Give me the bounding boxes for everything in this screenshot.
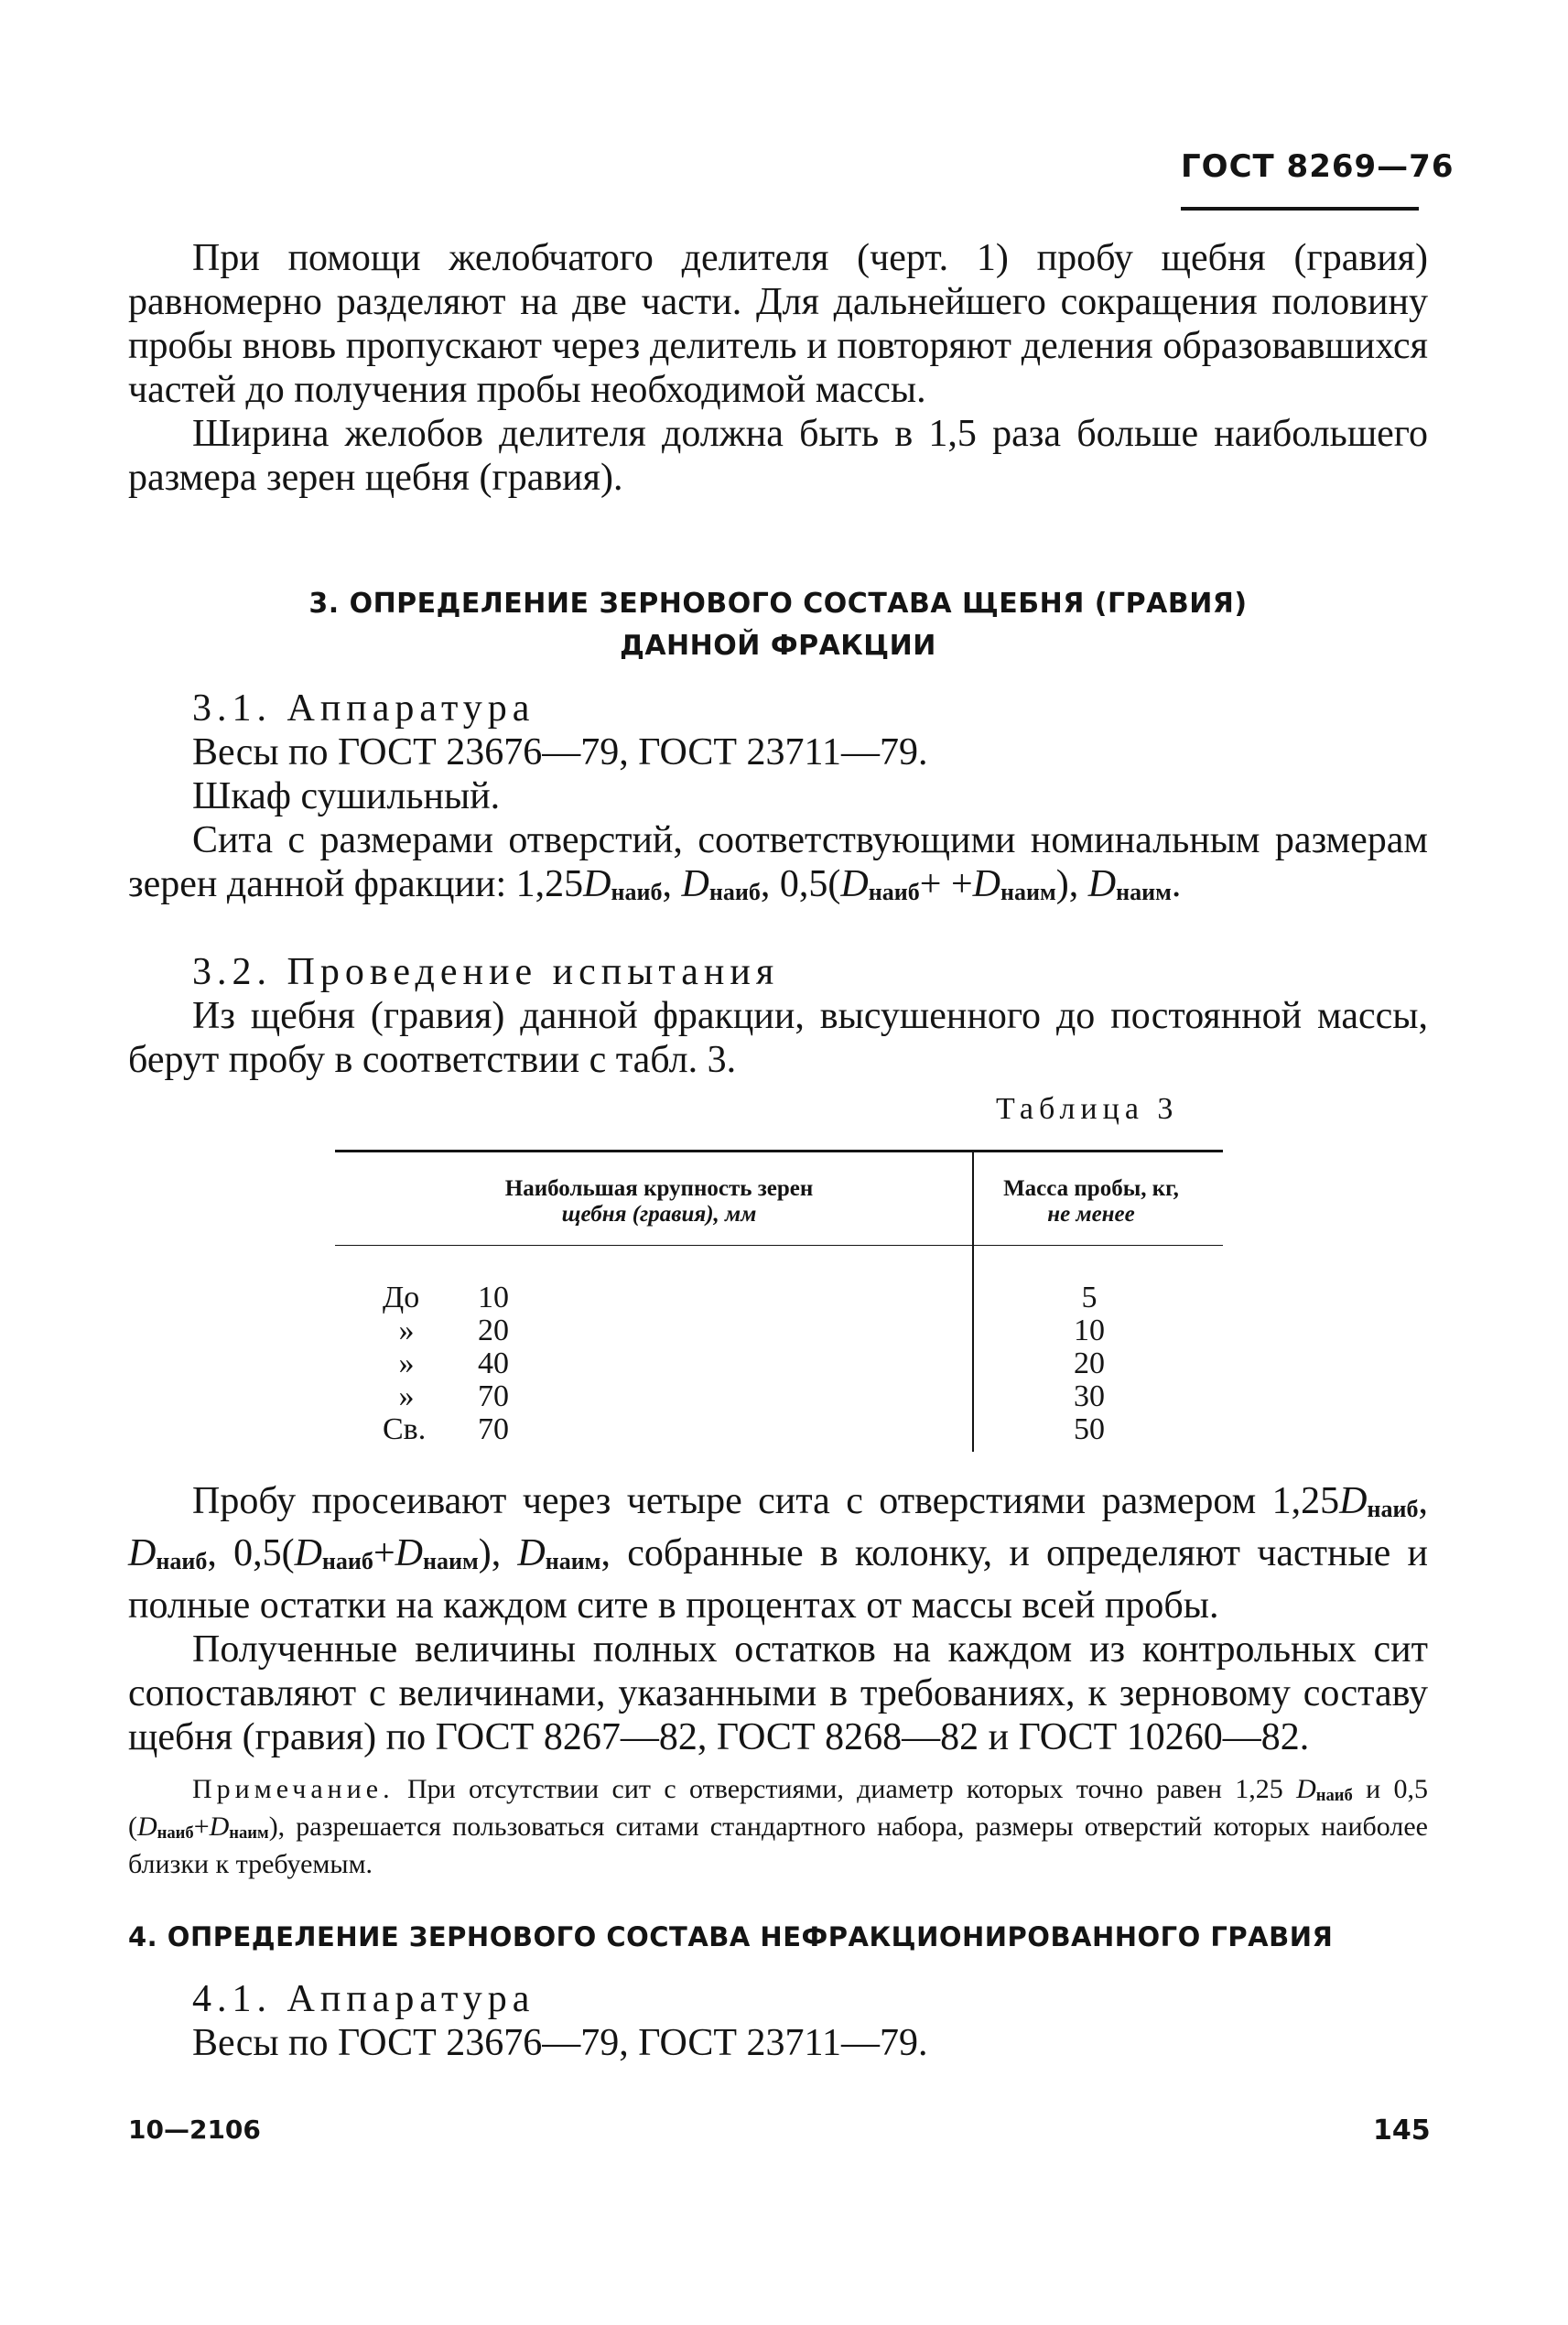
section-3-title <box>128 583 1428 667</box>
table-header-rule <box>335 1245 1223 1246</box>
section-3-2-heading: 3.2. Проведение испытания <box>192 951 780 993</box>
sieves-paragraph <box>128 818 1428 914</box>
section-4-scales-line: Весы по ГОСТ 23676—79, ГОСТ 23711—79. <box>192 2022 928 2064</box>
oven-line: Шкаф сушильный. <box>192 775 501 817</box>
table-row: » 20 <box>398 1314 509 1347</box>
comparison-paragraph: Полученные величины полных остатков на каждом из контрольных сит сопоставляют с величинами, указанными в требованиях, к зерновому составу щебня (гравия) по ГОСТ 8267—82, ГОСТ 8268—82 и ГОСТ 10260—82. <box>128 1628 1428 1758</box>
intro-paragraph-1: При помощи желобчатого делителя (черт. 1) пробу щебня (гравия) равномерно разделяют на две части. Для дальнейшего сокращения половину пробы вновь пропускают через делитель и повторяют деления образовавшихся частей до получения пробы необходимой массы. <box>128 237 1428 411</box>
section-3-1-heading: 3.1. Аппаратура <box>192 687 535 730</box>
note-label: Примечание. <box>192 1774 395 1804</box>
section-3-title-line-1: 3. ОПРЕДЕЛЕНИЕ ЗЕРНОВОГО СОСТАВА ЩЕБНЯ (ГРАВИЯ) <box>308 588 1248 620</box>
table-cell: 5 <box>1081 1281 1098 1314</box>
table-col1-header: Наибольшая крупность зерен щебня (гравия), мм <box>504 1176 814 1227</box>
section-4-title: 4. ОПРЕДЕЛЕНИЕ ЗЕРНОВОГО СОСТАВА НЕФРАКЦИОНИРОВАННОГО ГРАВИЯ <box>128 1921 1334 1952</box>
intro-text <box>128 236 1428 500</box>
table-row: До 10 <box>383 1281 509 1314</box>
table-cell: 30 <box>1074 1379 1105 1413</box>
table-cell: 20 <box>1074 1346 1105 1380</box>
test-paragraph <box>128 994 1428 1082</box>
section-3-title-line-2: ДАННОЙ ФРАКЦИИ <box>620 630 936 662</box>
table-row: » 40 <box>398 1346 509 1380</box>
header-rule <box>1181 207 1419 211</box>
page-number: 145 <box>1373 2114 1431 2147</box>
section-4-1-heading: 4.1. Аппаратура <box>192 1978 535 2020</box>
scales-line: Весы по ГОСТ 23676—79, ГОСТ 23711—79. <box>192 731 928 773</box>
table-row: Св. 70 <box>383 1412 509 1446</box>
table-top-rule <box>335 1150 1223 1152</box>
sieves-formula: $1,25D_{наиб}$, $D_{наиб}$, $0,5(D_{наиб}+ +D_{наим})$, $D_{наим}$. <box>515 863 1182 905</box>
table-mass-column <box>1034 1281 1144 1446</box>
test-text: Из щебня (гравия) данной фракции, высушенного до постоянной массы, берут пробу в соответствии с табл. 3. <box>128 995 1428 1081</box>
table-col2-header: Масса пробы, кг, не менее <box>1003 1176 1179 1227</box>
sieving-paragraph: Пробу просеивают через четыре сита с отверстиями размером $1,25D_{наиб}$, $D_{наиб}$, $0,5(D_{наиб}+D_{наим})$, $D_{наим}$, собранные в колонку, и определяют частные и полные остатки на каждом сите в процентах от массы всей пробы. Полученные величины полных остатков на каждом из контрольных сит сопоставляют с величинами, указанными в требованиях, к зерновому составу щебня (гравия) по ГОСТ 8267—82, ГОСТ 8268—82 и ГОСТ 10260—82. <box>128 1480 1428 1758</box>
table-cell: 10 <box>1074 1314 1105 1347</box>
table-cell: 50 <box>1074 1412 1105 1446</box>
note-block: Примечание. При отсутствии сит с отверстиями, диаметр которых точно равен 1,25 $D_{наиб}$ и 0,5 $(D_{наиб}+D_{наим})$, разрешается пользоваться ситами стандартного набора, размеры отверстий которых наиболее близки к требуемым. <box>128 1774 1428 1879</box>
document-number-header: ГОСТ 8269—76 <box>1181 148 1454 185</box>
table-row: » 70 <box>398 1379 509 1413</box>
table-size-column <box>383 1281 509 1446</box>
footer-print-code: 10—2106 <box>128 2114 261 2145</box>
sieves-text: Сита с размерами отверстий, соответствующими номинальным размерам зерен данной фракции: <box>128 819 1428 905</box>
intro-paragraph-2: Ширина желобов делителя должна быть в 1,5 раза больше наибольшего размера зерен щебня (гравия). <box>128 413 1428 499</box>
table-3-caption: Таблица 3 <box>996 1092 1179 1126</box>
